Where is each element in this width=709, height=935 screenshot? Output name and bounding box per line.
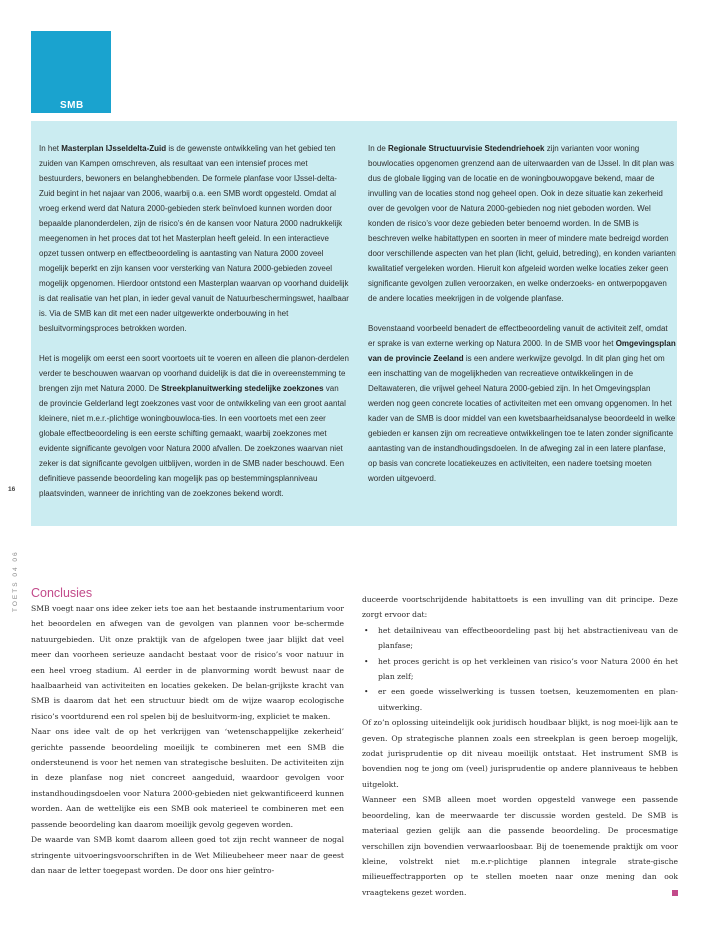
end-of-article-icon: [672, 890, 678, 896]
list-item: • het detailniveau van effectbeoordeling past bij het abstractieniveau van de planfase;: [362, 623, 678, 654]
bullet-icon: •: [364, 687, 369, 697]
section-label: SMB: [60, 100, 84, 111]
body-paragraph: Of zo’n oplossing uiteindelijk ook juridisch houdbaar blijkt, is nog moei-lijk aan te geven. Op strategische plannen zoals een streekplan is geen beroep mogelijk, zodat jurisprudentie op dit niveau moeilijk ontstaat. Het instrument SMB is bovendien nog te jong om (veel) jurisprudentie op andere planniveaus te hebben uitgelokt.: [362, 718, 678, 789]
case-paragraph: Bovenstaand voorbeeld benadert de effectbeoordeling vanuit de activiteit zelf, omdat er sprake is van externe werking op Natura 2000. In de SMB voor het Omgevingsplan van de provincie Zeeland is een andere werkwijze gevolgd. In dit plan ging het om een inschatting van de mogelijkheden van recreatieve ontwikkelingen in de Deltawateren, die vrijwel geheel Natura 2000-gebied zijn. In het Omgevingsplan werden nog geen concrete locaties of activiteiten met een omvang opgenomen. In het kader van de SMB is door middel van een kwetsbaarheidsanalyse beoordeeld in welke gebieden er kansen zijn om recreatieve ontwikkelingen toe te laten zonder significante aantasting van de instandhoudingsdoelen. In de afweging zal in een latere planfase, op basis van concrete locatiekeuzes en activiteiten, een nadere toetsing moeten worden uitgevoerd.: [368, 324, 676, 483]
page-number: 16: [8, 486, 16, 493]
case-title: Regionale Structuurvisie Stedendriehoek: [388, 144, 545, 153]
conclusions-right-column: [362, 592, 678, 900]
body-paragraph: Wanneer een SMB alleen moet worden opgesteld vanwege een passende beoordeling, kan de meerwaarde ter discussie worden gesteld. De SMB is materiaal gezien gelijk aan die passende beoordeling. De procesmatige verschillen zijn bovendien verwaarloosbaar. Bij de toenemende praktijk om voor kleine, volstrekt niet m.e.r-plichtige plannen integrale strate-gische milieueffectrapporten op te stellen moeten naar onze mening dan ook vraagtekens gezet worden.: [362, 795, 678, 897]
body-paragraph: duceerde voortschrijdende habitattoets is een invulling van dit principe. Deze zorgt ervoor dat:: [362, 595, 678, 620]
conclusions-left-column: [31, 601, 344, 878]
case-paragraph: In de Regionale Structuurvisie Stedendriehoek zijn varianten voor woning bouwlocaties opgenomen grenzend aan de uiterwaarden van de IJssel. In dit plan was dus de globale ligging van de locatie en de woningbouwopgave bekend, maar de invulling van de locaties stond nog geheel open. Ook in deze situatie kan zekerheid over de gevolgen voor de Natura 2000-gebieden nog niet geboden worden. Wel konden de risico’s voor deze gebieden beter benoemd worden. In de SMB is beschreven welke habitattypen en soorten in meer of mindere mate bedreigd worden door verschillende aspecten van het plan (licht, geluid, betreding), en konden varianten kwalitatief vergeleken worden. Hieruit kon afgeleid worden welke locaties zeker geen significante gevolgen zullen veroorzaken, en welke onderzoeks- en ontwerpopgaven de andere locaties meekrijgen in de volgende planfase.: [368, 144, 676, 303]
list-item: • er een goede wisselwerking is tussen toetsen, keuzemomenten en plan-uitwerking.: [362, 684, 678, 715]
case-title: Streekplanuitwerking stedelijke zoekzones: [161, 384, 324, 393]
body-paragraph: SMB voegt naar ons idee zeker iets toe aan het bestaande instrumentarium voor het beoordelen en afwegen van de gevolgen van plannen voor be-schermde natuurgebieden. Uit onze praktijk van de afgelopen twee jaar blijkt dat veel meer dan voorheen serieuze aandacht bestaat voor de risico’s voor natuur in een heel vroeg stadium. Al eerder in de planvorming wordt bewust naar de haalbaarheid van activiteiten en locaties gekeken. De belan-grijkste kracht van SMB is daarom dat het een structuur biedt om de wijze waarop ecologische risico’s voortdurend een rol spelen bij de besluitvorm-ing, expliciet te maken.: [31, 604, 344, 721]
body-paragraph: Naar ons idee valt de op het verkrijgen van ‘wetenschappelijke zekerheid’ gerichte passende beoordeling moeilijk te combineren met een SMB die ondersteunend is voor het nemen van strategische besluiten. De activiteiten zijn in deze planfase nog niet concreet aangeduid, waardoor gevolgen voor instandhoudingsdoelen voor Natura 2000-gebieden niet gekwantificeerd kunnen worden. Aan de wettelijke eis een SMB ook materieel te combineren met een passende beoordeling kan daarom moeilijk gevolg gegeven worden.: [31, 727, 344, 829]
section-heading: Conclusies: [31, 586, 93, 600]
case-paragraph: In het Masterplan IJsseldelta-Zuid is de gewenste ontwikkeling van het gebied ten zuiden van Kampen omschreven, als resultaat van een intensief proces met bestuurders, bewoners en belanghebbenden. De formele planfase voor IJssel-delta-Zuid begint in het najaar van 2006, waarbij o.a. een SMB wordt opgesteld. Omdat al vroeg erkend werd dat Natura 2000-gebieden sterk beïnvloed kunnen worden door bepaalde planonderdelen, zijn de risico’s én de kansen voor Natura 2000 nadrukkelijk meegenomen in het proces dat tot het Masterplan heeft geleid. In een interactieve opzet tussen ontwerp en effectbeoordeling is aantasting van Natura 2000 zoveel mogelijk beperkt en zijn kansen voor versterking van Natura 2000-gebieden zoveel mogelijk opgenomen. Hierdoor ontstond een Masterplan waarvan op voorhand duidelijk is dat realisatie van het plan, in ieder geval vanuit de Natuurbeschermingswet, haalbaar is. Via de SMB kan dit met een nader uitgewerkte onderbouwing in het besluitvormingsproces betrokken worden.: [39, 144, 349, 333]
case-box-left-column: [39, 141, 349, 516]
body-paragraph: De waarde van SMB komt daarom alleen goed tot zijn recht wanneer de nogal stringente uitvoeringsvoorschriften in de Wet Milieubeheer meer naar de geest dan naar de letter toegepast worden. De door ons hier geïntro-: [31, 835, 344, 875]
list-item: • het proces gericht is op het verkleinen van risico’s voor Natura 2000 én het plan zelf;: [362, 654, 678, 685]
journal-issue-label: TOETS 04 06: [12, 550, 19, 612]
bullet-list: [362, 623, 678, 715]
case-title: Masterplan IJsseldelta-Zuid: [61, 144, 167, 153]
case-title: Omgevingsplan van de provincie Zeeland: [368, 339, 676, 363]
bullet-icon: •: [364, 656, 369, 666]
case-paragraph: Het is mogelijk om eerst een soort voortoets uit te voeren en alleen die planon-derdelen verder te beschouwen waarvan op voorhand duidelijk is dat die in overeenstemming te brengen zijn met Natura 2000. De Streekplanuitwerking stedelijke zoekzones van de provincie Gelderland legt zoekzones vast voor de ontwikkeling van een groot aantal kleinere, niet m.e.r.-plichtige woningbouwloca-ties. In een voortoets met een zeer globale effectbeoordeling is een eerste schifting gemaakt, waarbij zoekzones met evidente significante gevolgen voor Natura 2000 afvallen. De zoekzones waarvan niet zeker is dat significante gevolgen uitblijven, worden in de SMB nader beschouwd. Een definitieve passende beoordeling kan mogelijk pas op bestemmingsplanniveau plaatsvinden, wanneer de inrichting van de zoekzones bekend wordt.: [39, 354, 349, 498]
bullet-icon: •: [364, 625, 369, 635]
case-box-right-column: [368, 141, 676, 501]
